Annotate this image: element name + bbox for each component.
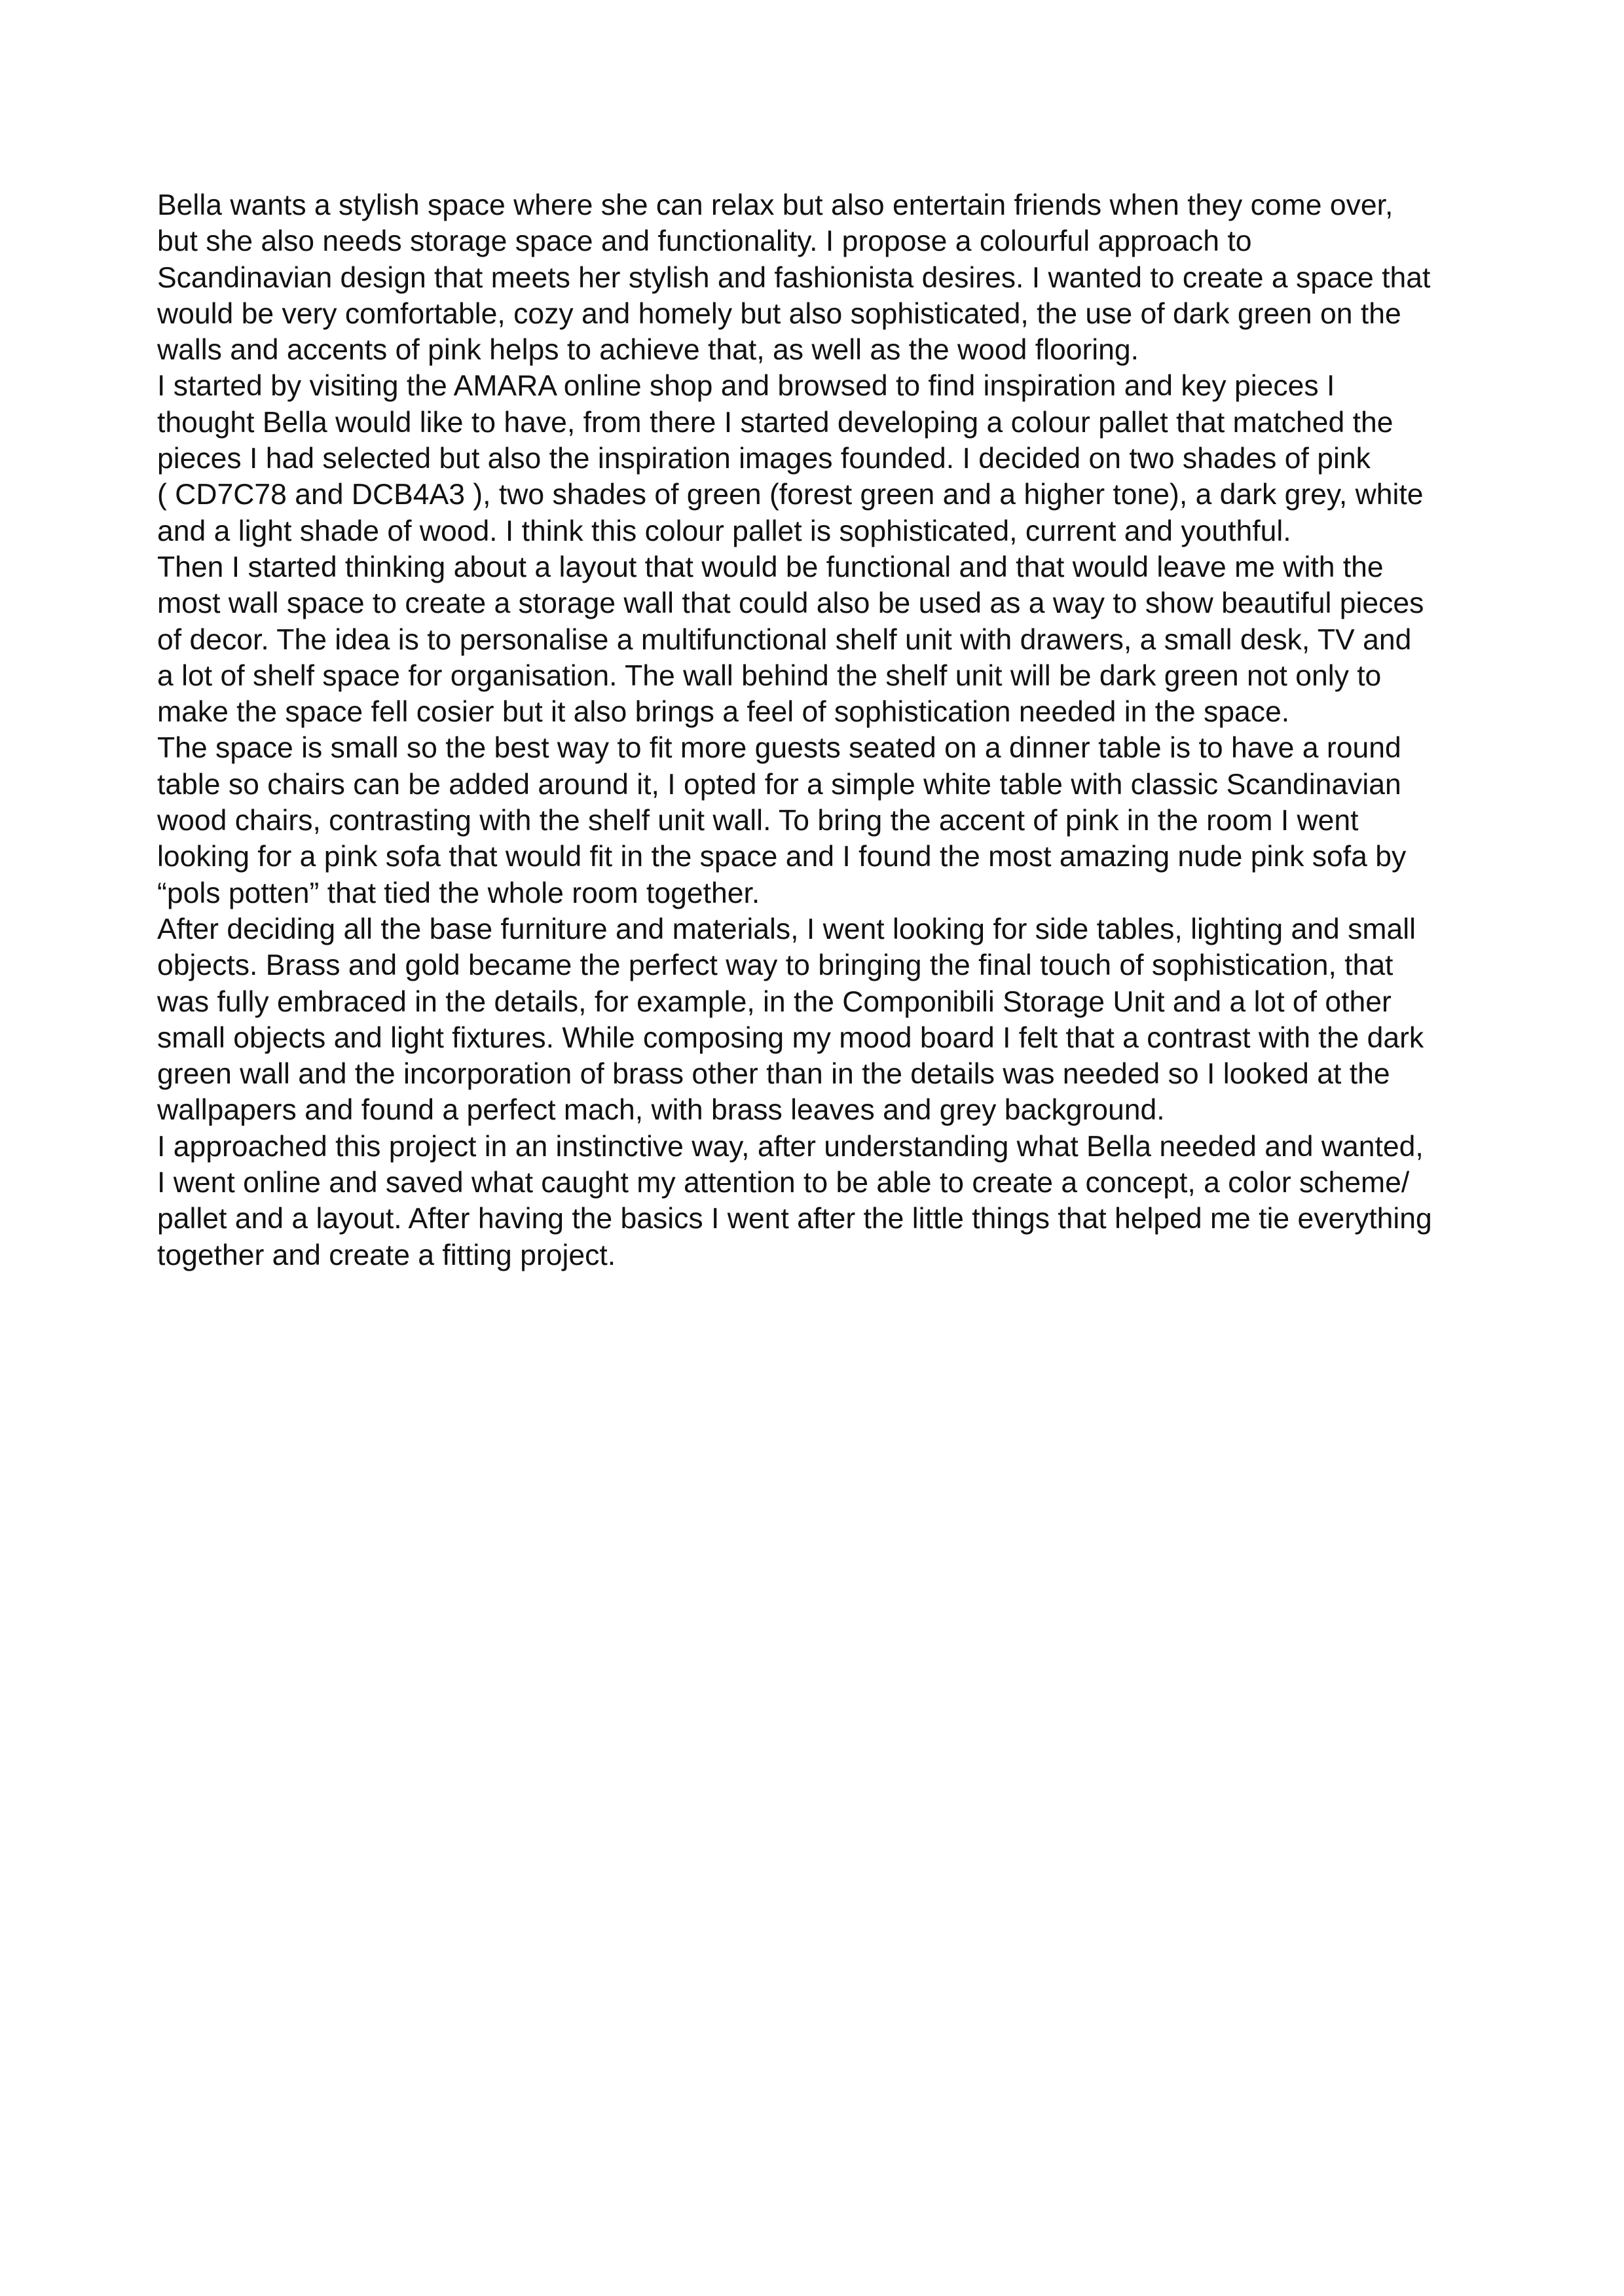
text-line: pallet and a layout. After having the basics I went after the little things that helped me tie everything: [157, 1203, 1432, 1235]
text-line: but she also needs storage space and functionality. I propose a colourful approach to: [157, 225, 1252, 258]
paragraph-furniture: [157, 730, 1490, 911]
text-line: pieces I had selected but also the inspiration images founded. I decided on two shades of pink: [157, 443, 1371, 475]
text-line: green wall and the incorporation of brass other than in the details was needed so I looked at the: [157, 1058, 1390, 1091]
text-line: small objects and light fixtures. While composing my mood board I felt that a contrast with the dark: [157, 1021, 1424, 1054]
text-line: Then I started thinking about a layout that would be functional and that would leave me with the: [157, 551, 1384, 583]
text-line: wood chairs, contrasting with the shelf unit wall. To bring the accent of pink in the room I went: [157, 805, 1359, 837]
text-line: looking for a pink sofa that would fit in the space and I found the most amazing nude pink sofa by: [157, 841, 1407, 873]
text-line: most wall space to create a storage wall that could also be used as a way to show beautiful pieces: [157, 587, 1424, 620]
text-line: walls and accents of pink helps to achieve that, as well as the wood flooring.: [157, 334, 1139, 367]
text-line: and a light shade of wood. I think this colour pallet is sophisticated, current and youthful.: [157, 515, 1291, 547]
paragraph-client-brief: [157, 187, 1490, 368]
text-line: I started by visiting the AMARA online shop and browsed to find inspiration and key pieces I: [157, 370, 1335, 403]
text-line: The space is small so the best way to fit more guests seated on a dinner table is to have a round: [157, 732, 1401, 765]
paragraph-colour-pallet: [157, 368, 1490, 549]
text-line: make the space fell cosier but it also brings a feel of sophistication needed in the space.: [157, 696, 1290, 729]
text-line: I went online and saved what caught my attention to be able to create a concept, a color scheme/: [157, 1167, 1410, 1199]
text-line: I approached this project in an instinctive way, after understanding what Bella needed and wanted,: [157, 1130, 1424, 1163]
paragraph-approach: [157, 1129, 1490, 1273]
text-line: wallpapers and found a perfect mach, with brass leaves and grey background.: [157, 1094, 1165, 1127]
body-text: [157, 187, 1490, 1273]
text-line: table so chairs can be added around it, I opted for a simple white table with classic Scandinavian: [157, 768, 1401, 801]
text-line: thought Bella would like to have, from there I started developing a colour pallet that matched the: [157, 406, 1393, 439]
text-line: objects. Brass and gold became the perfect way to bringing the final touch of sophistication, that: [157, 949, 1393, 982]
text-line: was fully embraced in the details, for example, in the Componibili Storage Unit and a lot of other: [157, 985, 1392, 1018]
text-line: ( CD7C78 and DCB4A3 ), two shades of green (forest green and a higher tone), a dark grey, white: [157, 479, 1424, 511]
text-line: a lot of shelf space for organisation. The wall behind the shelf unit will be dark green not only to: [157, 659, 1382, 692]
text-line: would be very comfortable, cozy and homely but also sophisticated, the use of dark green on the: [157, 297, 1401, 330]
text-line: “pols potten” that tied the whole room together.: [157, 877, 760, 909]
text-line: together and create a fitting project.: [157, 1239, 616, 1271]
text-line: of decor. The idea is to personalise a multifunctional shelf unit with drawers, a small desk, TV and: [157, 623, 1412, 656]
text-line: Scandinavian design that meets her stylish and fashionista desires. I wanted to create a space that: [157, 261, 1431, 294]
paragraph-details: [157, 911, 1490, 1129]
text-line: After deciding all the base furniture and materials, I went looking for side tables, lighting and small: [157, 913, 1416, 945]
paragraph-layout: [157, 549, 1490, 730]
text-line: Bella wants a stylish space where she can relax but also entertain friends when they come over,: [157, 189, 1393, 221]
